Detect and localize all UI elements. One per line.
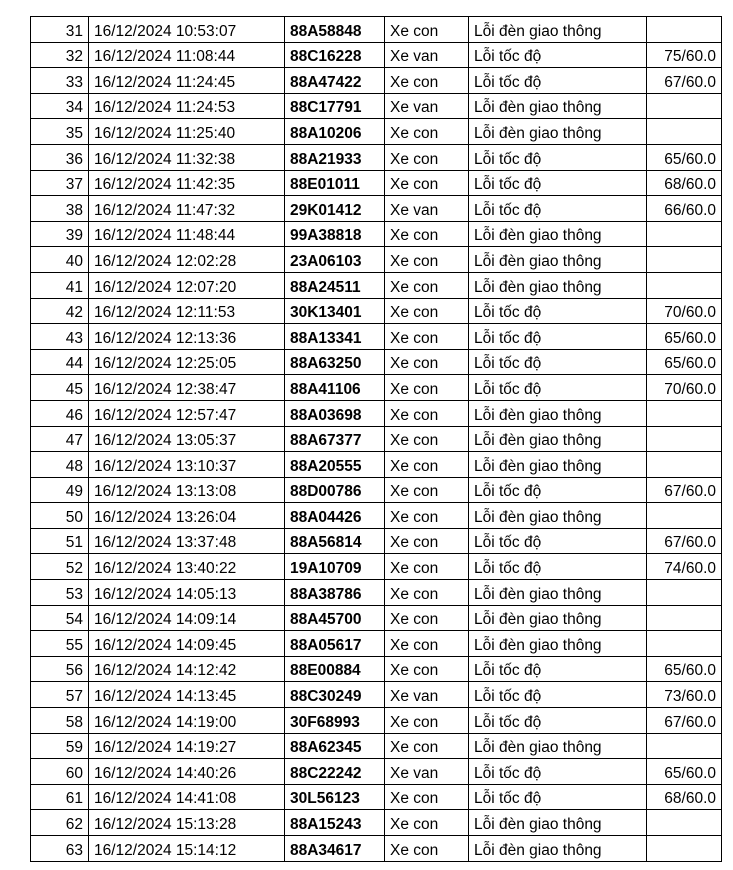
vehicle-type-cell: Xe van bbox=[385, 682, 469, 708]
row-number-cell: 63 bbox=[31, 836, 89, 862]
table-row bbox=[31, 221, 722, 247]
timestamp-cell: 16/12/2024 15:13:28 bbox=[89, 810, 285, 836]
speed-cell bbox=[647, 452, 722, 478]
speed-cell bbox=[647, 605, 722, 631]
violation-type-cell: Lỗi đèn giao thông bbox=[469, 426, 647, 452]
table-row bbox=[31, 759, 722, 785]
license-plate-cell: 23A06103 bbox=[285, 247, 385, 273]
table-row bbox=[31, 605, 722, 631]
row-number-cell: 46 bbox=[31, 400, 89, 426]
vehicle-type-cell: Xe con bbox=[385, 554, 469, 580]
violation-type-cell: Lỗi đèn giao thông bbox=[469, 272, 647, 298]
license-plate-cell: 88A24511 bbox=[285, 272, 385, 298]
violation-type-cell: Lỗi đèn giao thông bbox=[469, 221, 647, 247]
violations-table-body bbox=[31, 17, 722, 862]
timestamp-cell: 16/12/2024 11:48:44 bbox=[89, 221, 285, 247]
vehicle-type-cell: Xe con bbox=[385, 324, 469, 350]
license-plate-cell: 88A58848 bbox=[285, 17, 385, 43]
speed-cell: 65/60.0 bbox=[647, 324, 722, 350]
row-number-cell: 62 bbox=[31, 810, 89, 836]
row-number-cell: 56 bbox=[31, 656, 89, 682]
license-plate-cell: 88C17791 bbox=[285, 93, 385, 119]
license-plate-cell: 88A45700 bbox=[285, 605, 385, 631]
vehicle-type-cell: Xe con bbox=[385, 119, 469, 145]
table-row bbox=[31, 836, 722, 862]
row-number-cell: 39 bbox=[31, 221, 89, 247]
timestamp-cell: 16/12/2024 10:53:07 bbox=[89, 17, 285, 43]
violation-type-cell: Lỗi tốc độ bbox=[469, 196, 647, 222]
row-number-cell: 42 bbox=[31, 298, 89, 324]
vehicle-type-cell: Xe con bbox=[385, 503, 469, 529]
table-row bbox=[31, 682, 722, 708]
row-number-cell: 55 bbox=[31, 631, 89, 657]
speed-cell bbox=[647, 503, 722, 529]
table-row bbox=[31, 733, 722, 759]
timestamp-cell: 16/12/2024 13:37:48 bbox=[89, 528, 285, 554]
speed-cell: 65/60.0 bbox=[647, 656, 722, 682]
timestamp-cell: 16/12/2024 12:25:05 bbox=[89, 349, 285, 375]
timestamp-cell: 16/12/2024 13:13:08 bbox=[89, 477, 285, 503]
timestamp-cell: 16/12/2024 14:12:42 bbox=[89, 656, 285, 682]
row-number-cell: 37 bbox=[31, 170, 89, 196]
timestamp-cell: 16/12/2024 13:10:37 bbox=[89, 452, 285, 478]
violation-type-cell: Lỗi tốc độ bbox=[469, 42, 647, 68]
timestamp-cell: 16/12/2024 12:57:47 bbox=[89, 400, 285, 426]
speed-cell bbox=[647, 810, 722, 836]
timestamp-cell: 16/12/2024 12:07:20 bbox=[89, 272, 285, 298]
license-plate-cell: 88A10206 bbox=[285, 119, 385, 145]
speed-cell: 70/60.0 bbox=[647, 298, 722, 324]
violation-type-cell: Lỗi tốc độ bbox=[469, 324, 647, 350]
table-row bbox=[31, 247, 722, 273]
timestamp-cell: 16/12/2024 14:13:45 bbox=[89, 682, 285, 708]
vehicle-type-cell: Xe con bbox=[385, 298, 469, 324]
row-number-cell: 60 bbox=[31, 759, 89, 785]
speed-cell: 65/60.0 bbox=[647, 349, 722, 375]
license-plate-cell: 88A62345 bbox=[285, 733, 385, 759]
timestamp-cell: 16/12/2024 12:02:28 bbox=[89, 247, 285, 273]
violation-type-cell: Lỗi đèn giao thông bbox=[469, 810, 647, 836]
table-row bbox=[31, 452, 722, 478]
row-number-cell: 31 bbox=[31, 17, 89, 43]
table-row bbox=[31, 631, 722, 657]
vehicle-type-cell: Xe con bbox=[385, 68, 469, 94]
vehicle-type-cell: Xe con bbox=[385, 17, 469, 43]
row-number-cell: 33 bbox=[31, 68, 89, 94]
timestamp-cell: 16/12/2024 15:14:12 bbox=[89, 836, 285, 862]
speed-cell: 65/60.0 bbox=[647, 144, 722, 170]
row-number-cell: 52 bbox=[31, 554, 89, 580]
table-row bbox=[31, 400, 722, 426]
violation-type-cell: Lỗi đèn giao thông bbox=[469, 247, 647, 273]
table-row bbox=[31, 93, 722, 119]
license-plate-cell: 88A15243 bbox=[285, 810, 385, 836]
timestamp-cell: 16/12/2024 11:24:53 bbox=[89, 93, 285, 119]
license-plate-cell: 88A38786 bbox=[285, 580, 385, 606]
table-row bbox=[31, 68, 722, 94]
license-plate-cell: 88A05617 bbox=[285, 631, 385, 657]
row-number-cell: 49 bbox=[31, 477, 89, 503]
speed-cell bbox=[647, 247, 722, 273]
speed-cell bbox=[647, 17, 722, 43]
violation-type-cell: Lỗi đèn giao thông bbox=[469, 836, 647, 862]
speed-cell: 75/60.0 bbox=[647, 42, 722, 68]
vehicle-type-cell: Xe con bbox=[385, 477, 469, 503]
license-plate-cell: 88C16228 bbox=[285, 42, 385, 68]
timestamp-cell: 16/12/2024 14:19:00 bbox=[89, 708, 285, 734]
violation-type-cell: Lỗi đèn giao thông bbox=[469, 17, 647, 43]
license-plate-cell: 88C30249 bbox=[285, 682, 385, 708]
timestamp-cell: 16/12/2024 13:40:22 bbox=[89, 554, 285, 580]
timestamp-cell: 16/12/2024 12:13:36 bbox=[89, 324, 285, 350]
license-plate-cell: 88A67377 bbox=[285, 426, 385, 452]
row-number-cell: 51 bbox=[31, 528, 89, 554]
speed-cell bbox=[647, 272, 722, 298]
row-number-cell: 48 bbox=[31, 452, 89, 478]
timestamp-cell: 16/12/2024 11:47:32 bbox=[89, 196, 285, 222]
violation-type-cell: Lỗi tốc độ bbox=[469, 349, 647, 375]
table-row bbox=[31, 503, 722, 529]
license-plate-cell: 19A10709 bbox=[285, 554, 385, 580]
violation-type-cell: Lỗi tốc độ bbox=[469, 170, 647, 196]
table-row bbox=[31, 426, 722, 452]
vehicle-type-cell: Xe con bbox=[385, 631, 469, 657]
speed-cell: 66/60.0 bbox=[647, 196, 722, 222]
timestamp-cell: 16/12/2024 11:08:44 bbox=[89, 42, 285, 68]
violation-type-cell: Lỗi tốc độ bbox=[469, 528, 647, 554]
violation-type-cell: Lỗi tốc độ bbox=[469, 708, 647, 734]
violation-type-cell: Lỗi đèn giao thông bbox=[469, 580, 647, 606]
vehicle-type-cell: Xe con bbox=[385, 656, 469, 682]
license-plate-cell: 30F68993 bbox=[285, 708, 385, 734]
speed-cell: 65/60.0 bbox=[647, 759, 722, 785]
row-number-cell: 35 bbox=[31, 119, 89, 145]
speed-cell bbox=[647, 221, 722, 247]
violation-type-cell: Lỗi đèn giao thông bbox=[469, 631, 647, 657]
row-number-cell: 36 bbox=[31, 144, 89, 170]
row-number-cell: 54 bbox=[31, 605, 89, 631]
vehicle-type-cell: Xe con bbox=[385, 605, 469, 631]
row-number-cell: 43 bbox=[31, 324, 89, 350]
vehicle-type-cell: Xe con bbox=[385, 400, 469, 426]
table-row bbox=[31, 272, 722, 298]
vehicle-type-cell: Xe van bbox=[385, 42, 469, 68]
table-row bbox=[31, 196, 722, 222]
row-number-cell: 58 bbox=[31, 708, 89, 734]
speed-cell bbox=[647, 733, 722, 759]
vehicle-type-cell: Xe van bbox=[385, 196, 469, 222]
license-plate-cell: 88A20555 bbox=[285, 452, 385, 478]
speed-cell bbox=[647, 119, 722, 145]
row-number-cell: 45 bbox=[31, 375, 89, 401]
violation-type-cell: Lỗi đèn giao thông bbox=[469, 605, 647, 631]
speed-cell: 67/60.0 bbox=[647, 528, 722, 554]
timestamp-cell: 16/12/2024 11:24:45 bbox=[89, 68, 285, 94]
speed-cell: 67/60.0 bbox=[647, 708, 722, 734]
violation-type-cell: Lỗi tốc độ bbox=[469, 144, 647, 170]
table-row bbox=[31, 324, 722, 350]
vehicle-type-cell: Xe con bbox=[385, 733, 469, 759]
violation-type-cell: Lỗi đèn giao thông bbox=[469, 733, 647, 759]
timestamp-cell: 16/12/2024 12:11:53 bbox=[89, 298, 285, 324]
vehicle-type-cell: Xe con bbox=[385, 836, 469, 862]
table-row bbox=[31, 477, 722, 503]
row-number-cell: 50 bbox=[31, 503, 89, 529]
speed-cell bbox=[647, 580, 722, 606]
speed-cell bbox=[647, 93, 722, 119]
violation-type-cell: Lỗi tốc độ bbox=[469, 298, 647, 324]
speed-cell: 68/60.0 bbox=[647, 170, 722, 196]
license-plate-cell: 88A41106 bbox=[285, 375, 385, 401]
speed-cell: 73/60.0 bbox=[647, 682, 722, 708]
timestamp-cell: 16/12/2024 14:40:26 bbox=[89, 759, 285, 785]
timestamp-cell: 16/12/2024 14:19:27 bbox=[89, 733, 285, 759]
speed-cell: 68/60.0 bbox=[647, 784, 722, 810]
violation-type-cell: Lỗi đèn giao thông bbox=[469, 119, 647, 145]
timestamp-cell: 16/12/2024 13:05:37 bbox=[89, 426, 285, 452]
violations-table bbox=[30, 16, 722, 862]
license-plate-cell: 30L56123 bbox=[285, 784, 385, 810]
row-number-cell: 61 bbox=[31, 784, 89, 810]
vehicle-type-cell: Xe van bbox=[385, 93, 469, 119]
license-plate-cell: 30K13401 bbox=[285, 298, 385, 324]
table-row bbox=[31, 349, 722, 375]
license-plate-cell: 88E00884 bbox=[285, 656, 385, 682]
table-row bbox=[31, 554, 722, 580]
row-number-cell: 38 bbox=[31, 196, 89, 222]
timestamp-cell: 16/12/2024 14:05:13 bbox=[89, 580, 285, 606]
speed-cell bbox=[647, 426, 722, 452]
speed-cell: 74/60.0 bbox=[647, 554, 722, 580]
row-number-cell: 40 bbox=[31, 247, 89, 273]
table-row bbox=[31, 528, 722, 554]
speed-cell: 67/60.0 bbox=[647, 477, 722, 503]
license-plate-cell: 29K01412 bbox=[285, 196, 385, 222]
timestamp-cell: 16/12/2024 12:38:47 bbox=[89, 375, 285, 401]
violation-type-cell: Lỗi đèn giao thông bbox=[469, 503, 647, 529]
vehicle-type-cell: Xe con bbox=[385, 426, 469, 452]
vehicle-type-cell: Xe con bbox=[385, 375, 469, 401]
vehicle-type-cell: Xe con bbox=[385, 349, 469, 375]
row-number-cell: 44 bbox=[31, 349, 89, 375]
row-number-cell: 57 bbox=[31, 682, 89, 708]
vehicle-type-cell: Xe con bbox=[385, 810, 469, 836]
vehicle-type-cell: Xe con bbox=[385, 272, 469, 298]
table-row bbox=[31, 17, 722, 43]
violation-type-cell: Lỗi đèn giao thông bbox=[469, 93, 647, 119]
vehicle-type-cell: Xe con bbox=[385, 708, 469, 734]
table-row bbox=[31, 298, 722, 324]
license-plate-cell: 88A34617 bbox=[285, 836, 385, 862]
license-plate-cell: 88A04426 bbox=[285, 503, 385, 529]
speed-cell bbox=[647, 631, 722, 657]
row-number-cell: 47 bbox=[31, 426, 89, 452]
table-row bbox=[31, 784, 722, 810]
violation-type-cell: Lỗi tốc độ bbox=[469, 68, 647, 94]
speed-cell bbox=[647, 836, 722, 862]
vehicle-type-cell: Xe con bbox=[385, 170, 469, 196]
license-plate-cell: 88D00786 bbox=[285, 477, 385, 503]
timestamp-cell: 16/12/2024 13:26:04 bbox=[89, 503, 285, 529]
speed-cell: 67/60.0 bbox=[647, 68, 722, 94]
vehicle-type-cell: Xe van bbox=[385, 759, 469, 785]
violation-type-cell: Lỗi đèn giao thông bbox=[469, 452, 647, 478]
license-plate-cell: 88A56814 bbox=[285, 528, 385, 554]
vehicle-type-cell: Xe con bbox=[385, 221, 469, 247]
vehicle-type-cell: Xe con bbox=[385, 784, 469, 810]
row-number-cell: 53 bbox=[31, 580, 89, 606]
table-row bbox=[31, 656, 722, 682]
timestamp-cell: 16/12/2024 11:25:40 bbox=[89, 119, 285, 145]
license-plate-cell: 88A21933 bbox=[285, 144, 385, 170]
table-row bbox=[31, 144, 722, 170]
violation-type-cell: Lỗi tốc độ bbox=[469, 554, 647, 580]
table-row bbox=[31, 170, 722, 196]
row-number-cell: 41 bbox=[31, 272, 89, 298]
table-row bbox=[31, 375, 722, 401]
row-number-cell: 34 bbox=[31, 93, 89, 119]
license-plate-cell: 88A63250 bbox=[285, 349, 385, 375]
table-row bbox=[31, 42, 722, 68]
speed-cell bbox=[647, 400, 722, 426]
timestamp-cell: 16/12/2024 11:32:38 bbox=[89, 144, 285, 170]
license-plate-cell: 88A47422 bbox=[285, 68, 385, 94]
violation-type-cell: Lỗi tốc độ bbox=[469, 784, 647, 810]
vehicle-type-cell: Xe con bbox=[385, 528, 469, 554]
violation-type-cell: Lỗi tốc độ bbox=[469, 477, 647, 503]
timestamp-cell: 16/12/2024 14:41:08 bbox=[89, 784, 285, 810]
vehicle-type-cell: Xe con bbox=[385, 452, 469, 478]
row-number-cell: 59 bbox=[31, 733, 89, 759]
vehicle-type-cell: Xe con bbox=[385, 580, 469, 606]
violation-type-cell: Lỗi tốc độ bbox=[469, 375, 647, 401]
violation-type-cell: Lỗi tốc độ bbox=[469, 656, 647, 682]
speed-cell: 70/60.0 bbox=[647, 375, 722, 401]
vehicle-type-cell: Xe con bbox=[385, 144, 469, 170]
license-plate-cell: 88A13341 bbox=[285, 324, 385, 350]
vehicle-type-cell: Xe con bbox=[385, 247, 469, 273]
license-plate-cell: 99A38818 bbox=[285, 221, 385, 247]
timestamp-cell: 16/12/2024 11:42:35 bbox=[89, 170, 285, 196]
table-row bbox=[31, 580, 722, 606]
table-row bbox=[31, 810, 722, 836]
violation-type-cell: Lỗi tốc độ bbox=[469, 759, 647, 785]
timestamp-cell: 16/12/2024 14:09:14 bbox=[89, 605, 285, 631]
license-plate-cell: 88C22242 bbox=[285, 759, 385, 785]
row-number-cell: 32 bbox=[31, 42, 89, 68]
license-plate-cell: 88A03698 bbox=[285, 400, 385, 426]
violation-type-cell: Lỗi đèn giao thông bbox=[469, 400, 647, 426]
table-row bbox=[31, 119, 722, 145]
license-plate-cell: 88E01011 bbox=[285, 170, 385, 196]
timestamp-cell: 16/12/2024 14:09:45 bbox=[89, 631, 285, 657]
violation-type-cell: Lỗi tốc độ bbox=[469, 682, 647, 708]
table-row bbox=[31, 708, 722, 734]
